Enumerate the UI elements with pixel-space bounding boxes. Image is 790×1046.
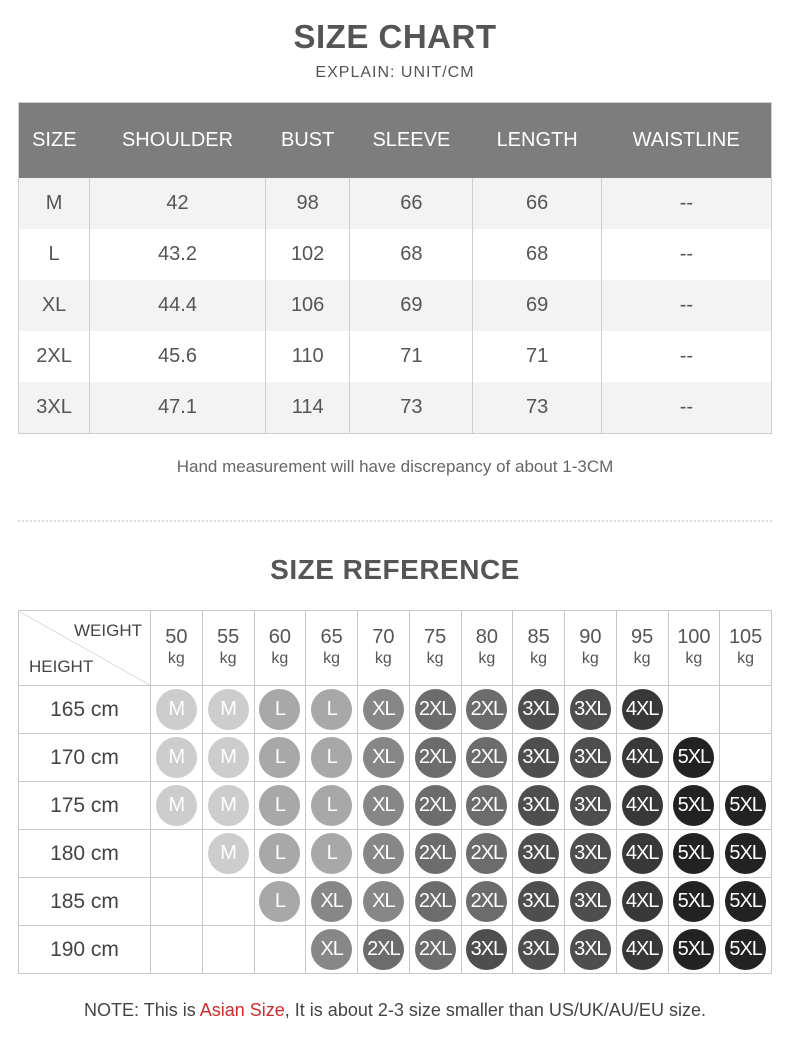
size-chart-title: SIZE CHART: [293, 18, 497, 55]
corner-cell: [19, 611, 151, 686]
size-badge: 2XL: [363, 929, 404, 970]
size-reference-cell: [358, 926, 410, 974]
size-badge: 2XL: [466, 689, 507, 730]
size-reference-cell: [668, 782, 720, 830]
size-chart-cell: 73: [350, 382, 473, 434]
size-chart-cell: --: [601, 178, 771, 229]
weight-unit: kg: [633, 650, 651, 667]
size-chart-header-cell: SIZE: [19, 103, 90, 179]
height-row: [19, 734, 772, 782]
size-reference-cell: [254, 830, 306, 878]
size-chart-cell: 68: [473, 229, 601, 280]
size-reference-cell: [202, 734, 254, 782]
size-badge: 5XL: [673, 929, 714, 970]
section-divider: [18, 520, 772, 522]
size-badge: 4XL: [622, 929, 663, 970]
size-badge: M: [208, 785, 249, 826]
size-chart-cell: 3XL: [19, 382, 90, 434]
size-badge: 5XL: [725, 833, 766, 874]
weight-unit: kg: [374, 650, 392, 667]
size-reference-cell: [720, 878, 772, 926]
size-reference-cell: [151, 686, 203, 734]
size-reference-cell: [306, 686, 358, 734]
size-badge: 5XL: [673, 785, 714, 826]
size-badge: 5XL: [725, 929, 766, 970]
size-chart-cell: 69: [473, 280, 601, 331]
size-badge: 2XL: [415, 929, 456, 970]
size-badge: L: [311, 833, 352, 874]
size-badge: 5XL: [673, 833, 714, 874]
size-reference-title: SIZE REFERENCE: [270, 554, 520, 585]
size-reference-cell: [461, 926, 513, 974]
weight-unit: kg: [426, 650, 444, 667]
size-badge: 3XL: [518, 689, 559, 730]
size-reference-cell: [616, 686, 668, 734]
size-reference-cell: [565, 782, 617, 830]
size-reference-cell: [358, 830, 410, 878]
size-reference-cell: [409, 878, 461, 926]
size-badge: 2XL: [466, 785, 507, 826]
size-reference-cell: [513, 878, 565, 926]
size-badge: 3XL: [570, 929, 611, 970]
weight-unit: kg: [478, 650, 496, 667]
note-suffix: , It is about 2-3 size smaller than US/UK/AU/EU size.: [284, 1000, 706, 1020]
size-badge: 2XL: [415, 785, 456, 826]
size-badge: 5XL: [725, 881, 766, 922]
size-chart-cell: 110: [265, 331, 349, 382]
size-reference-cell: [720, 686, 772, 734]
size-reference-cell: [720, 782, 772, 830]
size-reference-cell: [202, 878, 254, 926]
weight-value: 85: [527, 626, 550, 648]
size-reference-cell: [616, 734, 668, 782]
size-reference-cell: [409, 782, 461, 830]
size-badge: XL: [363, 737, 404, 778]
size-badge: M: [208, 689, 249, 730]
size-chart-header-cell: LENGTH: [473, 103, 601, 179]
height-axis-label: HEIGHT: [29, 657, 94, 676]
weight-header-cell: [616, 611, 668, 686]
weight-unit: kg: [737, 650, 755, 667]
note-highlight: Asian Size: [199, 1000, 285, 1020]
size-chart-cell: 66: [350, 178, 473, 229]
weight-header-cell: [254, 611, 306, 686]
size-reference-cell: [461, 878, 513, 926]
weight-header-cell: [358, 611, 410, 686]
size-reference-cell: [513, 830, 565, 878]
size-reference-cell: [565, 734, 617, 782]
size-reference-cell: [513, 782, 565, 830]
height-row: [19, 878, 772, 926]
asian-size-note: [0, 1000, 790, 1021]
size-chart-cell: 43.2: [90, 229, 266, 280]
weight-value: 70: [372, 626, 395, 648]
height-label-cell: 190 cm: [19, 926, 151, 974]
size-reference-cell: [358, 782, 410, 830]
size-reference-cell: [616, 830, 668, 878]
size-badge: XL: [311, 881, 352, 922]
size-badge: L: [259, 689, 300, 730]
size-reference-cell: [668, 734, 720, 782]
weight-header-cell: [409, 611, 461, 686]
size-badge: 3XL: [518, 881, 559, 922]
size-reference-cell: [461, 830, 513, 878]
size-reference-cell: [720, 734, 772, 782]
size-reference-cell: [616, 782, 668, 830]
size-badge: XL: [363, 833, 404, 874]
note-prefix: NOTE: This is: [84, 1000, 200, 1020]
size-chart-cell: 69: [350, 280, 473, 331]
size-chart-cell: 2XL: [19, 331, 90, 382]
size-badge: 4XL: [622, 833, 663, 874]
weight-value: 100: [677, 626, 711, 648]
size-badge: 3XL: [570, 833, 611, 874]
weight-header-cell: [306, 611, 358, 686]
size-badge: 5XL: [725, 785, 766, 826]
size-badge: 3XL: [570, 737, 611, 778]
size-badge: 4XL: [622, 737, 663, 778]
size-chart-cell: XL: [19, 280, 90, 331]
size-badge: 3XL: [570, 881, 611, 922]
size-reference-cell: [720, 830, 772, 878]
size-reference-cell: [306, 878, 358, 926]
height-row: [19, 830, 772, 878]
size-chart-cell: 98: [265, 178, 349, 229]
height-label-cell: 180 cm: [19, 830, 151, 878]
size-reference-cell: [668, 878, 720, 926]
size-badge: 3XL: [466, 929, 507, 970]
size-badge: L: [259, 737, 300, 778]
size-reference-cell: [616, 878, 668, 926]
size-reference-cell: [565, 878, 617, 926]
size-reference-cell: [151, 926, 203, 974]
weight-value: 75: [424, 626, 447, 648]
size-chart-cell: 45.6: [90, 331, 266, 382]
size-chart-row: [19, 382, 772, 434]
size-reference-cell: [202, 686, 254, 734]
size-reference-cell: [202, 782, 254, 830]
size-chart-cell: 71: [473, 331, 601, 382]
weight-value: 60: [268, 626, 291, 648]
weight-unit: kg: [219, 650, 237, 667]
size-chart-table: [18, 102, 772, 434]
weight-value: 95: [631, 626, 654, 648]
size-badge: 4XL: [622, 785, 663, 826]
height-row: [19, 926, 772, 974]
size-reference-cell: [254, 734, 306, 782]
size-chart-header-cell: SLEEVE: [350, 103, 473, 179]
size-badge: 5XL: [673, 737, 714, 778]
size-badge: XL: [311, 929, 352, 970]
size-chart-cell: 106: [265, 280, 349, 331]
size-chart-cell: 47.1: [90, 382, 266, 434]
size-chart-cell: 42: [90, 178, 266, 229]
size-chart-cell: 102: [265, 229, 349, 280]
size-badge: 2XL: [466, 833, 507, 874]
size-badge: L: [311, 737, 352, 778]
size-badge: 4XL: [622, 881, 663, 922]
size-reference-cell: [513, 926, 565, 974]
height-row: [19, 686, 772, 734]
weight-header-cell: [668, 611, 720, 686]
size-badge: 3XL: [518, 785, 559, 826]
height-row: [19, 782, 772, 830]
size-chart-cell: 66: [473, 178, 601, 229]
size-badge: 2XL: [466, 881, 507, 922]
height-label-cell: 175 cm: [19, 782, 151, 830]
weight-header-cell: [151, 611, 203, 686]
size-reference-cell: [254, 926, 306, 974]
size-chart-cell: --: [601, 229, 771, 280]
weight-unit: kg: [530, 650, 548, 667]
size-reference-cell: [513, 734, 565, 782]
size-badge: L: [259, 833, 300, 874]
size-chart-cell: 73: [473, 382, 601, 434]
size-reference-cell: [254, 686, 306, 734]
size-reference-cell: [720, 926, 772, 974]
size-chart-header-cell: WAISTLINE: [601, 103, 771, 179]
size-badge: M: [208, 737, 249, 778]
size-badge: XL: [363, 881, 404, 922]
weight-unit: kg: [271, 650, 289, 667]
weight-unit: kg: [685, 650, 703, 667]
weight-unit: kg: [167, 650, 185, 667]
size-badge: M: [156, 689, 197, 730]
size-reference-cell: [306, 782, 358, 830]
weight-value: 55: [217, 626, 240, 648]
size-reference-cell: [358, 878, 410, 926]
height-label-cell: 185 cm: [19, 878, 151, 926]
size-reference-cell: [409, 734, 461, 782]
size-reference-cell: [668, 926, 720, 974]
size-badge: 3XL: [518, 929, 559, 970]
size-reference-cell: [151, 782, 203, 830]
size-badge: M: [208, 833, 249, 874]
weight-header-cell: [202, 611, 254, 686]
size-badge: XL: [363, 689, 404, 730]
size-reference-cell: [202, 926, 254, 974]
size-reference-cell: [254, 878, 306, 926]
size-badge: 2XL: [415, 737, 456, 778]
weight-header-row: [19, 611, 772, 686]
size-reference-cell: [461, 782, 513, 830]
size-reference-cell: [151, 830, 203, 878]
size-chart-cell: --: [601, 280, 771, 331]
size-badge: L: [259, 785, 300, 826]
weight-header-cell: [565, 611, 617, 686]
size-reference-cell: [409, 830, 461, 878]
measurement-note: Hand measurement will have discrepancy of about 1-3CM: [176, 457, 614, 476]
size-badge: L: [311, 785, 352, 826]
size-chart-row: [19, 178, 772, 229]
weight-value: 65: [320, 626, 343, 648]
height-label-cell: 165 cm: [19, 686, 151, 734]
size-reference-cell: [202, 830, 254, 878]
size-badge: 4XL: [622, 689, 663, 730]
size-reference-cell: [565, 686, 617, 734]
size-reference-cell: [668, 686, 720, 734]
weight-unit: kg: [323, 650, 341, 667]
size-reference-cell: [358, 734, 410, 782]
size-badge: XL: [363, 785, 404, 826]
size-chart-row: [19, 331, 772, 382]
size-reference-cell: [306, 830, 358, 878]
weight-axis-label: WEIGHT: [74, 621, 142, 640]
size-chart-cell: 44.4: [90, 280, 266, 331]
weight-value: 90: [579, 626, 602, 648]
size-chart-cell: 68: [350, 229, 473, 280]
size-reference-cell: [409, 686, 461, 734]
size-reference-cell: [409, 926, 461, 974]
size-chart-cell: 71: [350, 331, 473, 382]
size-chart-header-cell: SHOULDER: [90, 103, 266, 179]
weight-unit: kg: [581, 650, 599, 667]
size-badge: 3XL: [518, 737, 559, 778]
size-chart-header-cell: BUST: [265, 103, 349, 179]
size-chart-cell: --: [601, 382, 771, 434]
size-reference-cell: [306, 734, 358, 782]
size-chart-header-row: [19, 103, 772, 179]
size-chart-cell: L: [19, 229, 90, 280]
size-chart-row: [19, 280, 772, 331]
size-chart-cell: M: [19, 178, 90, 229]
size-reference-cell: [565, 830, 617, 878]
size-badge: 2XL: [415, 689, 456, 730]
size-reference-cell: [616, 926, 668, 974]
size-badge: 2XL: [415, 833, 456, 874]
size-badge: 3XL: [570, 785, 611, 826]
size-badge: 5XL: [673, 881, 714, 922]
size-badge: 2XL: [466, 737, 507, 778]
height-label-cell: 170 cm: [19, 734, 151, 782]
size-reference-cell: [668, 830, 720, 878]
weight-value: 80: [475, 626, 498, 648]
size-reference-cell: [461, 734, 513, 782]
weight-value: 50: [165, 626, 188, 648]
weight-header-cell: [513, 611, 565, 686]
size-reference-cell: [151, 734, 203, 782]
size-reference-cell: [565, 926, 617, 974]
size-reference-table: [18, 610, 772, 974]
weight-header-cell: [720, 611, 772, 686]
size-chart-row: [19, 229, 772, 280]
size-reference-cell: [151, 878, 203, 926]
size-badge: 3XL: [518, 833, 559, 874]
size-reference-cell: [306, 926, 358, 974]
size-badge: M: [156, 737, 197, 778]
size-chart-cell: 114: [265, 382, 349, 434]
size-badge: L: [311, 689, 352, 730]
size-reference-cell: [254, 782, 306, 830]
size-reference-cell: [358, 686, 410, 734]
size-badge: 2XL: [415, 881, 456, 922]
size-badge: M: [156, 785, 197, 826]
size-badge: 3XL: [570, 689, 611, 730]
size-reference-cell: [513, 686, 565, 734]
weight-value: 105: [728, 626, 763, 648]
weight-header-cell: [461, 611, 513, 686]
size-reference-cell: [461, 686, 513, 734]
size-badge: L: [259, 881, 300, 922]
size-chart-cell: --: [601, 331, 771, 382]
size-chart-subtitle: EXPLAIN: UNIT/CM: [315, 64, 475, 81]
